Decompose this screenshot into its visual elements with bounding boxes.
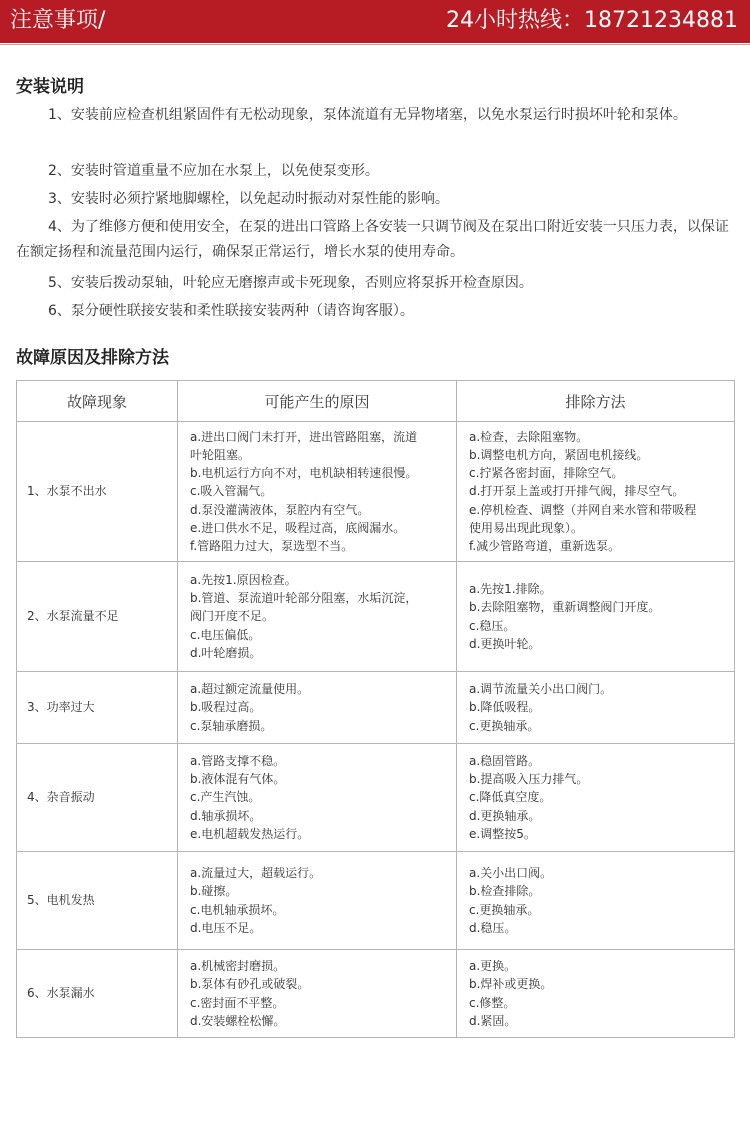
remedy-line: d.更换轴承。	[469, 808, 541, 823]
remedy-line: d.紧固。	[469, 1013, 517, 1028]
table-row	[17, 950, 735, 1038]
remedy-line: b.焊补或更换。	[469, 977, 553, 992]
column-header-symptom: 故障现象	[17, 381, 178, 422]
cause-line: d.叶轮磨损。	[190, 645, 262, 660]
remedy-line: e.停机检查、调整（并网自来水管和带吸程	[469, 502, 697, 517]
cause-line: a.先按1.原因检查。	[190, 572, 297, 587]
remedy-line: a.调节流量关小出口阀门。	[469, 682, 613, 697]
remedy-line: a.检查，去除阻塞物。	[469, 429, 589, 444]
fault-remedies	[457, 744, 735, 852]
install-item-1: 1、安装前应检查机组紧固件有无松动现象，泵体流道有无异物堵塞，以免水泵运行时损坏叶轮和泵体。	[48, 107, 687, 123]
cause-line: a.进出口阀门未打开，进出管路阻塞，流道	[190, 429, 418, 444]
cause-line: c.泵轴承磨损。	[190, 718, 273, 733]
fault-symptom: 3、功率过大	[17, 672, 178, 744]
remedy-line: b.降低吸程。	[469, 700, 541, 715]
cause-line: 阀门开度不足。	[190, 609, 275, 624]
remedy-line: c.修整。	[469, 995, 516, 1010]
table-header-row	[17, 381, 735, 422]
cause-line: d.轴承损坏。	[190, 808, 262, 823]
fault-causes	[178, 562, 457, 672]
header-banner	[0, 0, 750, 43]
remedy-line: d.打开泵上盖或打开排气阀，排尽空气。	[469, 484, 685, 499]
table-row	[17, 672, 735, 744]
remedy-line: a.稳固管路。	[469, 753, 541, 768]
column-header-remedy: 排除方法	[457, 381, 735, 422]
install-item-4: 4、为了维修方便和使用安全，在泵的进出口管路上各安装一只调节阀及在泵出口附近安装一只压力表，以保证在额定扬程和流量范围内运行，确保泵正常运行，增长水泵的使用寿命。	[16, 219, 729, 260]
cause-line: 叶轮阻塞。	[190, 447, 251, 462]
remedy-line: d.稳压。	[469, 920, 517, 935]
fault-causes	[178, 950, 457, 1038]
cause-line: d.电压不足。	[190, 920, 262, 935]
cause-line: a.流量过大，超载运行。	[190, 866, 322, 881]
fault-remedies	[457, 562, 735, 672]
fault-causes	[178, 852, 457, 950]
install-item-3: 3、安装时必须拧紧地脚螺栓，以免起动时振动对泵性能的影响。	[48, 191, 449, 207]
fault-table-body	[17, 422, 735, 1038]
cause-line: a.超过额定流量使用。	[190, 682, 310, 697]
remedy-line: b.调整电机方向，紧固电机接线。	[469, 447, 649, 462]
fault-causes	[178, 672, 457, 744]
cause-line: b.碰擦。	[190, 884, 238, 899]
remedy-line: e.调整按5。	[469, 826, 536, 841]
remedy-line: a.更换。	[469, 959, 517, 974]
fault-symptom: 6、水泵漏水	[17, 950, 178, 1038]
table-row	[17, 422, 735, 562]
fault-causes	[178, 744, 457, 852]
remedy-line: c.稳压。	[469, 618, 516, 633]
table-row	[17, 562, 735, 672]
faults-section-title: 故障原因及排除方法	[16, 348, 169, 368]
remedy-line: d.更换叶轮。	[469, 636, 541, 651]
install-item-6: 6、泵分硬性联接安装和柔性联接安装两种（请咨询客服）。	[48, 303, 414, 319]
fault-remedies	[457, 422, 735, 562]
cause-line: c.密封面不平整。	[190, 995, 285, 1010]
fault-symptom: 5、电机发热	[17, 852, 178, 950]
remedy-line: 使用易出现此现象）。	[469, 520, 584, 535]
remedy-line: a.关小出口阀。	[469, 866, 553, 881]
remedy-line: c.更换轴承。	[469, 902, 540, 917]
remedy-line: b.去除阻塞物，重新调整阀门开度。	[469, 600, 661, 615]
install-item-2: 2、安装时管道重量不应加在水泵上，以免使泵变形。	[48, 163, 379, 179]
remedy-line: b.提高吸入压力排气。	[469, 772, 589, 787]
cause-line: d.安装螺栓松懈。	[190, 1013, 286, 1028]
fault-remedies	[457, 852, 735, 950]
table-row	[17, 852, 735, 950]
cause-line: f.管路阻力过大，泵选型不当。	[190, 539, 354, 553]
page-title: 注意事项/	[10, 8, 106, 33]
cause-line: a.管路支撑不稳。	[190, 753, 286, 768]
fault-remedies	[457, 950, 735, 1038]
cause-line: c.产生汽蚀。	[190, 790, 261, 805]
cause-line: c.电压偏低。	[190, 627, 261, 642]
remedy-line: c.拧紧各密封面，排除空气。	[469, 466, 624, 481]
cause-line: b.管道、泵流道叶轮部分阻塞，水垢沉淀，	[190, 591, 418, 606]
table-row	[17, 744, 735, 852]
fault-causes	[178, 422, 457, 562]
fault-remedies	[457, 672, 735, 744]
remedy-line: f.减少管路弯道，重新选泵。	[469, 539, 621, 553]
cause-line: b.泵体有砂孔或破裂。	[190, 977, 310, 992]
header-divider	[0, 44, 750, 45]
cause-line: c.电机轴承损坏。	[190, 902, 285, 917]
install-item-5: 5、安装后拨动泵轴，叶轮应无磨擦声或卡死现象，否则应将泵拆开检查原因。	[48, 275, 533, 291]
fault-table	[16, 380, 735, 1038]
remedy-line: c.更换轴承。	[469, 718, 540, 733]
cause-line: b.吸程过高。	[190, 700, 262, 715]
remedy-line: b.检查排除。	[469, 884, 541, 899]
fault-symptom: 4、杂音振动	[17, 744, 178, 852]
cause-line: b.电机运行方向不对，电机缺相转速很慢。	[190, 466, 418, 481]
hotline-text: 24小时热线：18721234881	[446, 8, 738, 33]
cause-line: c.吸入管漏气。	[190, 484, 273, 499]
remedy-line: a.先按1.排除。	[469, 582, 552, 597]
cause-line: e.电机超载发热运行。	[190, 826, 310, 841]
column-header-cause: 可能产生的原因	[178, 381, 457, 422]
remedy-line: c.降低真空度。	[469, 790, 552, 805]
cause-line: e.进口供水不足，吸程过高，底阀漏水。	[190, 520, 406, 535]
cause-line: a.机械密封磨损。	[190, 959, 286, 974]
fault-symptom: 1、水泵不出水	[17, 422, 178, 562]
cause-line: b.液体混有气体。	[190, 772, 286, 787]
cause-line: d.泵没灌满液体，泵腔内有空气。	[190, 502, 370, 517]
fault-symptom: 2、水泵流量不足	[17, 562, 178, 672]
install-section-title: 安装说明	[16, 77, 84, 97]
